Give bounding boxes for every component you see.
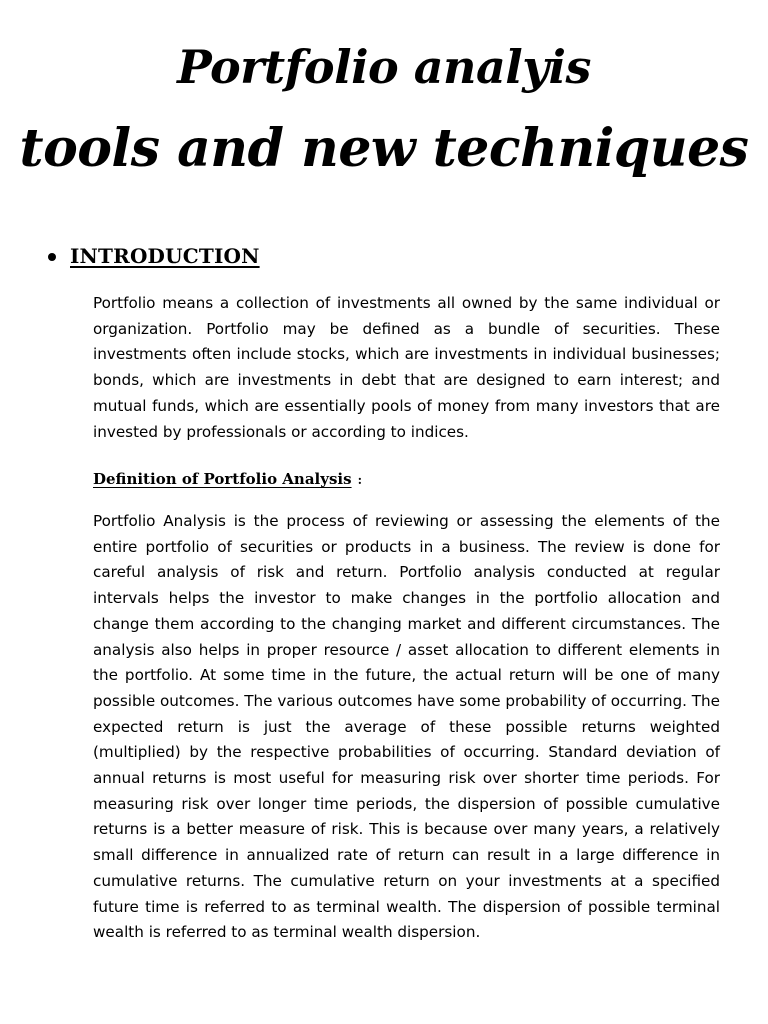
introduction-heading-text: INTRODUCTION [70,244,260,268]
bullet-icon [48,253,56,261]
document-title-line-1: Portfolio analyis [177,40,591,94]
definition-heading-colon: : [357,473,362,487]
introduction-paragraph: Portfolio means a collection of investments all owned by the same individual or organization. Portfolio may be defined as a bundle of securities. These investments often include stocks, which are investments in individual businesses; bonds, which are investments in debt that are designed to earn interest; and mutual funds, which are essentially pools of money from many investors that are invested by professionals or according to indices. [93,294,720,441]
definition-paragraph: Portfolio Analysis is the process of reviewing or assessing the elements of the entire portfolio of securities or products in a business. The review is done for careful analysis of risk and return. Portfolio analysis conducted at regular intervals helps the investor to make changes in the portfolio allocation and change them according to the changing market and different circumstances. The analysis also helps in proper resource / asset allocation to different elements in the portfolio. At some time in the future, the actual return will be one of many possible outcomes. The various outcomes have some probability of occurring. The expected return is just the average of these possible returns weighted (multiplied) by the respective probabilities of occurring. Standard deviation of annual returns is most useful for measuring risk over shorter time periods. For measuring risk over longer time periods, the dispersion of possible cumulative returns is a better measure of risk. This is because over many years, a relatively small difference in annualized rate of return can result in a large difference in cumulative returns. The cumulative return on your investments at a specified future time is referred to as terminal wealth. The dispersion of possible terminal wealth is referred to as terminal wealth dispersion. [93,512,720,942]
definition-heading [93,470,362,488]
introduction-heading [48,244,260,268]
definition-heading-text: Definition of Portfolio Analysis [93,470,352,488]
document-title-line-2: tools and new techniques [19,118,749,179]
